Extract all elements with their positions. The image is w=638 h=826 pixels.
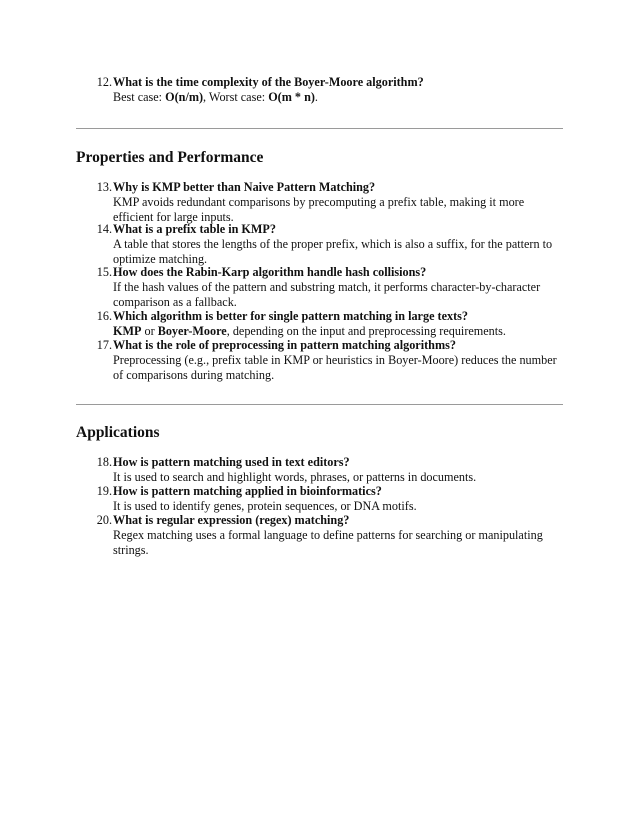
qa-item <box>90 265 560 310</box>
item-number: 16. <box>96 309 112 323</box>
answer-emphasis: O(n/m) <box>165 90 204 104</box>
qa-item <box>90 180 560 225</box>
answer-text <box>113 195 560 225</box>
item-number: 19. <box>96 484 112 498</box>
question-text: How does the Rabin-Karp algorithm handle hash collisions? <box>113 265 427 279</box>
answer-emphasis: KMP <box>113 324 142 338</box>
section-heading-properties: Properties and Performance <box>76 149 264 166</box>
answer-text <box>113 470 560 485</box>
section-divider <box>76 128 563 129</box>
answer-text <box>113 499 560 514</box>
qa-item <box>90 484 560 514</box>
answer-run: Preprocessing (e.g., prefix table in KMP or heuristics in Boyer-Moore) reduces the number of comparisons during matching. <box>113 353 557 382</box>
answer-emphasis: Boyer-Moore <box>157 324 227 338</box>
question-text: Which algorithm is better for single pattern matching in large texts? <box>113 309 468 323</box>
qa-item <box>90 75 560 105</box>
question-text: What is the role of preprocessing in pattern matching algorithms? <box>113 338 456 352</box>
answer-run: It is used to search and highlight words, phrases, or patterns in documents. <box>113 470 477 484</box>
answer-run: . <box>314 90 318 104</box>
answer-run: or <box>141 324 158 338</box>
question-text: How is pattern matching applied in bioinformatics? <box>113 484 382 498</box>
item-number: 20. <box>96 513 112 527</box>
answer-text <box>113 90 560 105</box>
question-text: Why is KMP better than Naive Pattern Matching? <box>113 180 376 194</box>
answer-run: , Worst case: <box>203 90 269 104</box>
answer-text <box>113 353 560 383</box>
answer-run: A table that stores the lengths of the proper prefix, which is also a suffix, for the pattern to optimize matching. <box>113 237 553 266</box>
answer-run: , depending on the input and preprocessing requirements. <box>226 324 506 338</box>
question-text: What is a prefix table in KMP? <box>113 222 276 236</box>
answer-run: KMP avoids redundant comparisons by precomputing a prefix table, making it more efficient for large inputs. <box>113 195 525 224</box>
answer-text <box>113 528 560 558</box>
item-number: 12. <box>96 75 112 89</box>
answer-run: It is used to identify genes, protein sequences, or DNA motifs. <box>113 499 417 513</box>
item-number: 18. <box>96 455 112 469</box>
answer-run: Best case: <box>113 90 166 104</box>
section-heading-applications: Applications <box>76 424 160 441</box>
answer-run: If the hash values of the pattern and substring match, it performs character-by-character comparison as a fallback. <box>113 280 541 309</box>
qa-item <box>90 222 560 267</box>
answer-emphasis: O(m * n) <box>268 90 315 104</box>
qa-item <box>90 309 560 339</box>
question-text: How is pattern matching used in text editors? <box>113 455 350 469</box>
answer-text <box>113 280 560 310</box>
qa-item <box>90 455 560 485</box>
question-text: What is regular expression (regex) matching? <box>113 513 350 527</box>
item-number: 17. <box>96 338 112 352</box>
item-number: 13. <box>96 180 112 194</box>
answer-run: Regex matching uses a formal language to define patterns for searching or manipulating strings. <box>113 528 543 557</box>
qa-item <box>90 513 560 558</box>
section-divider <box>76 404 563 405</box>
answer-text <box>113 237 560 267</box>
qa-item <box>90 338 560 383</box>
answer-text <box>113 324 560 339</box>
item-number: 14. <box>96 222 112 236</box>
item-number: 15. <box>96 265 112 279</box>
question-text: What is the time complexity of the Boyer-Moore algorithm? <box>113 75 424 89</box>
